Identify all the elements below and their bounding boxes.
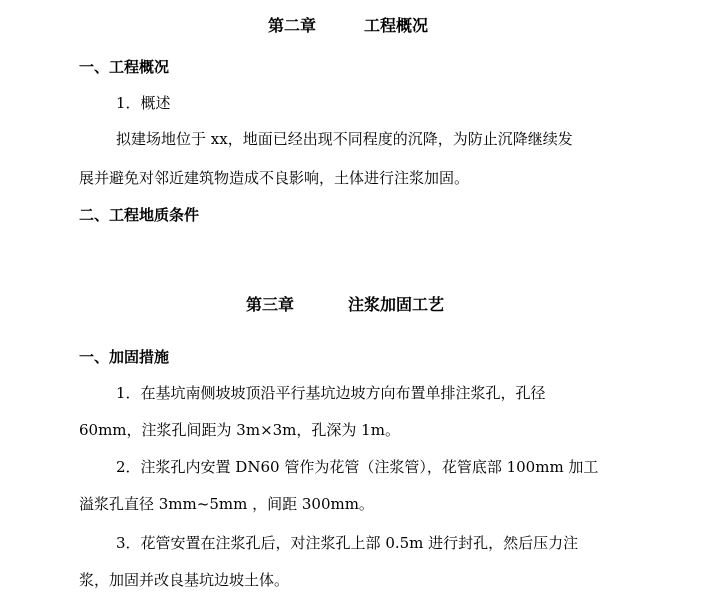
overview-paragraph-line-2: 展并避免对邻近建筑物造成不良影响，土体进行注浆加固。	[79, 169, 470, 187]
item-1-line-1: 1．在基坑南侧坡坡顶沿平行基坑边坡方向布置单排注浆孔，孔径	[116, 384, 546, 402]
chapter-2-heading	[268, 16, 428, 36]
item-2-line-1: 2．注浆孔内安置 DN60 管作为花管（注浆管），花管底部 100mm 加工	[116, 458, 599, 476]
chapter-2-number: 第二章	[268, 16, 317, 35]
chapter-3-heading	[246, 295, 444, 315]
item-3-line-2: 浆，加固并改良基坑边坡土体。	[79, 571, 290, 589]
chapter-3-number: 第三章	[246, 295, 295, 314]
item-2-line-2: 溢浆孔直径 3mm~5mm ，间距 300mm。	[79, 495, 374, 513]
item-3-line-1: 3．花管安置在注浆孔后，对注浆孔上部 0.5m 进行封孔，然后压力注	[116, 534, 579, 552]
section-heading-engineering-overview: 一、工程概况	[79, 58, 170, 76]
section-heading-geology: 二、工程地质条件	[79, 206, 200, 224]
chapter-2-title: 工程概况	[364, 16, 429, 35]
chapter-3-title: 注浆加固工艺	[348, 295, 445, 314]
item-1-line-2: 60mm，注浆孔间距为 3m×3m，孔深为 1m。	[79, 421, 400, 439]
overview-paragraph-line-1: 拟建场地位于 xx，地面已经出现不同程度的沉降，为防止沉降继续发	[116, 130, 573, 148]
sub-heading-overview: 1．概述	[116, 94, 171, 112]
section-heading-reinforcement: 一、加固措施	[79, 348, 170, 366]
